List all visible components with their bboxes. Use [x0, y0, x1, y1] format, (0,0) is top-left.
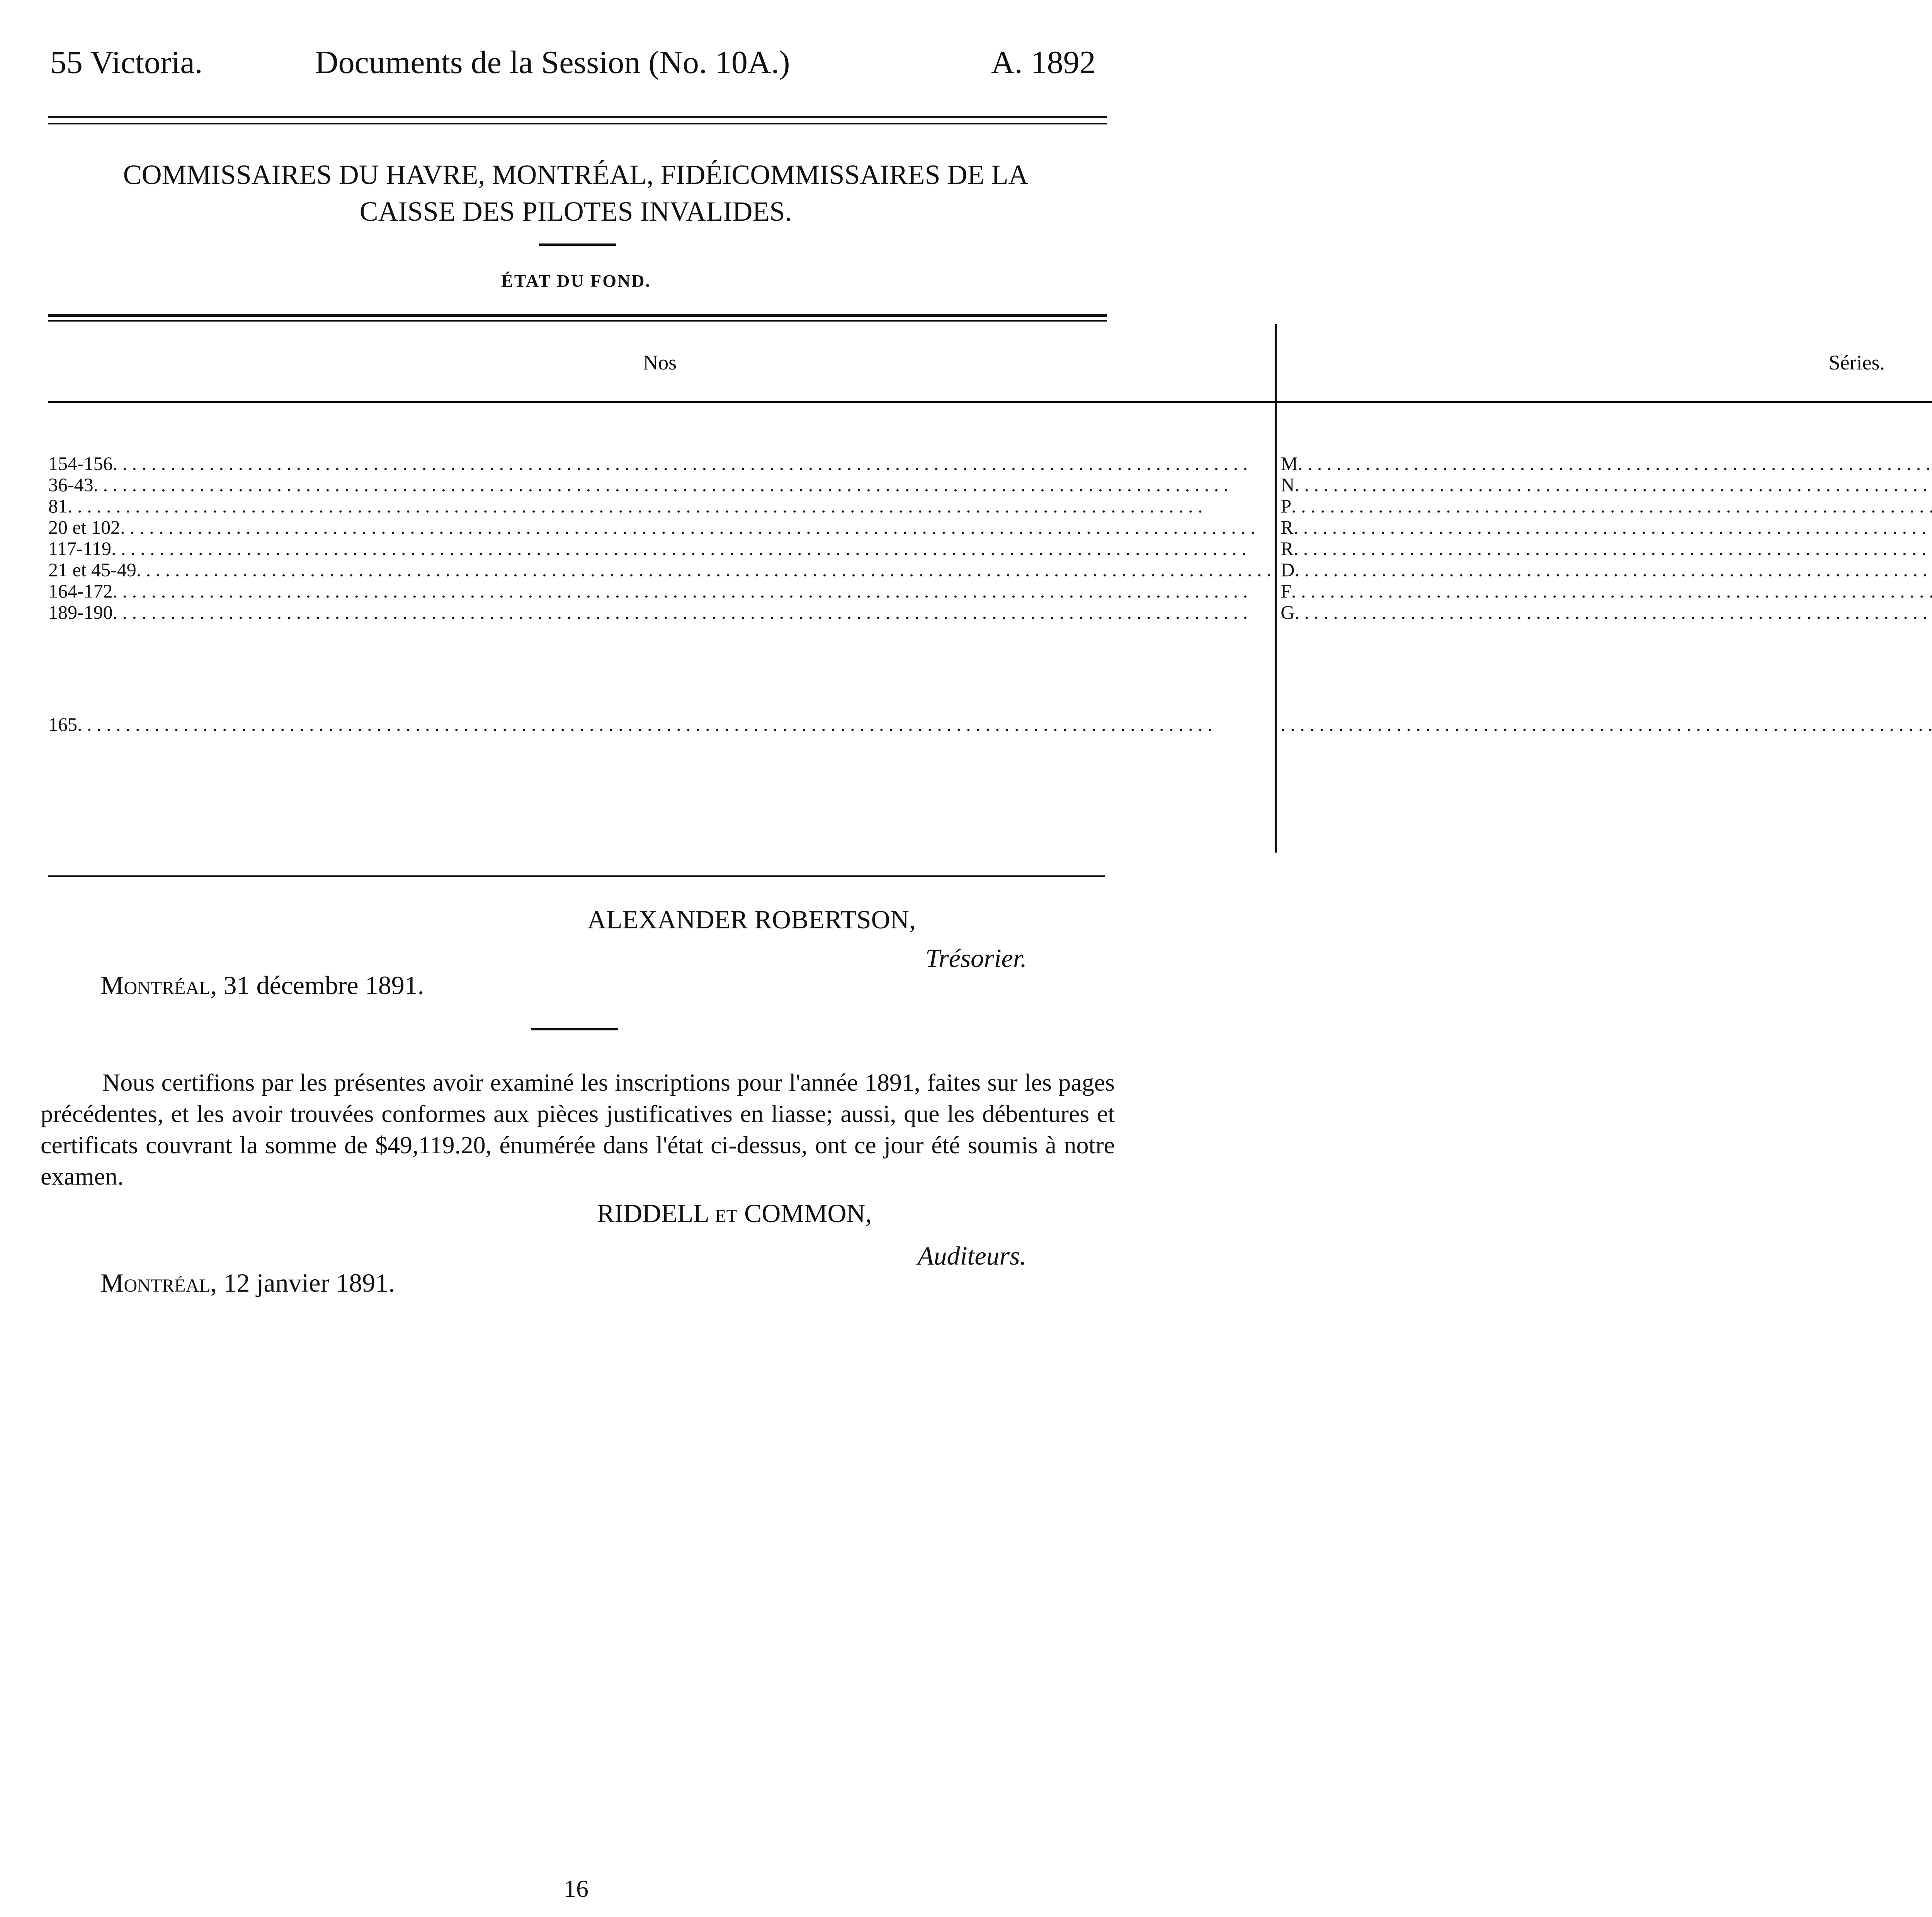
page-number: 16 [564, 1875, 588, 1902]
certification-paragraph: Nous certifions par les présentes avoir examiné les inscriptions pour l'année 1891, faites sur les pages précédentes, et les avoir trouvées conformes aux pièces justificatives en liasse; aussi, que les débentures et certificats couvrant la somme de $49,119.20, énumérée dans l'état ci-dessus, ont ce jour été soumis à notre examen. [41, 1069, 1115, 1190]
treasurer-place-date [100, 970, 424, 1001]
auditor-name-2: COMMON, [744, 1199, 872, 1228]
table-row [48, 714, 1932, 735]
title-line-1: COMMISSAIRES DU HAVRE, MONTRÉAL, FIDÉICOMMISSAIRES DE LA [123, 159, 1029, 190]
auditor-conjunction: et [715, 1199, 738, 1228]
table-row [48, 538, 1932, 559]
table-header-row [48, 324, 1932, 402]
header-volume: 55 Victoria. [50, 44, 203, 80]
row-nos: 154-156 [48, 453, 113, 474]
table-row [48, 602, 1932, 623]
place-name: Montréal [100, 1268, 211, 1297]
header-rule-top [48, 116, 1107, 118]
table-row [48, 581, 1932, 602]
fund-statement-table [48, 324, 1932, 853]
section-row [48, 407, 1932, 453]
title-separator [539, 243, 616, 246]
table-row [48, 453, 1932, 474]
row-series: G [1281, 601, 1295, 623]
document-title [46, 157, 1105, 230]
table-row [48, 474, 1932, 495]
row-series: N [1281, 474, 1295, 495]
table-row [48, 559, 1932, 581]
row-nos: 36-43 [48, 474, 94, 495]
row-series: R [1281, 538, 1294, 559]
auditors-name [597, 1198, 872, 1229]
row-nos: 189-190 [48, 601, 113, 623]
row-series: D [1281, 559, 1295, 581]
table-row [48, 517, 1932, 538]
total-row [48, 802, 1932, 829]
auditors-place-date [100, 1268, 395, 1298]
row-nos: 165 [48, 713, 77, 735]
date-text: , 31 décembre 1891. [210, 970, 424, 1000]
place-name: Montréal [100, 970, 211, 1000]
table-row [48, 495, 1932, 517]
row-nos: 20 et 102 [48, 516, 121, 538]
table-rule-top-thin [48, 320, 1107, 322]
row-nos: 117-119 [48, 538, 111, 559]
header-rule-bottom [48, 123, 1107, 124]
row-nos: 81 [48, 495, 68, 517]
table-row [48, 735, 1932, 778]
section-row [48, 623, 1932, 691]
table-rule-top [48, 314, 1107, 317]
row-series: F [1281, 580, 1292, 602]
row-nos: 21 et 45-49 [48, 559, 136, 581]
col-header-nos: Nos [643, 351, 677, 374]
row-series: M [1281, 453, 1298, 474]
table-rule-bottom [48, 875, 1105, 877]
row-nos: 164-172 [48, 580, 113, 602]
treasurer-name: ALEXANDER ROBERTSON, [587, 905, 916, 934]
statement-subtitle: ÉTAT DU FOND. [501, 271, 651, 291]
auditor-name-1: RIDDELL [597, 1199, 709, 1228]
date-text: , 12 janvier 1891. [210, 1268, 395, 1297]
auditors-title: Auditeurs. [918, 1241, 1027, 1270]
col-header-series: Séries. [1276, 324, 1932, 402]
certification-separator [531, 1028, 618, 1030]
row-series: R [1281, 516, 1294, 538]
header-session: Documents de la Session (No. 10A.) [315, 44, 790, 80]
header-year: A. 1892 [991, 44, 1096, 80]
treasurer-title: Trésorier. [925, 943, 1027, 973]
row-series: P [1281, 495, 1292, 517]
title-line-2: CAISSE DES PILOTES INVALIDES. [359, 196, 792, 227]
